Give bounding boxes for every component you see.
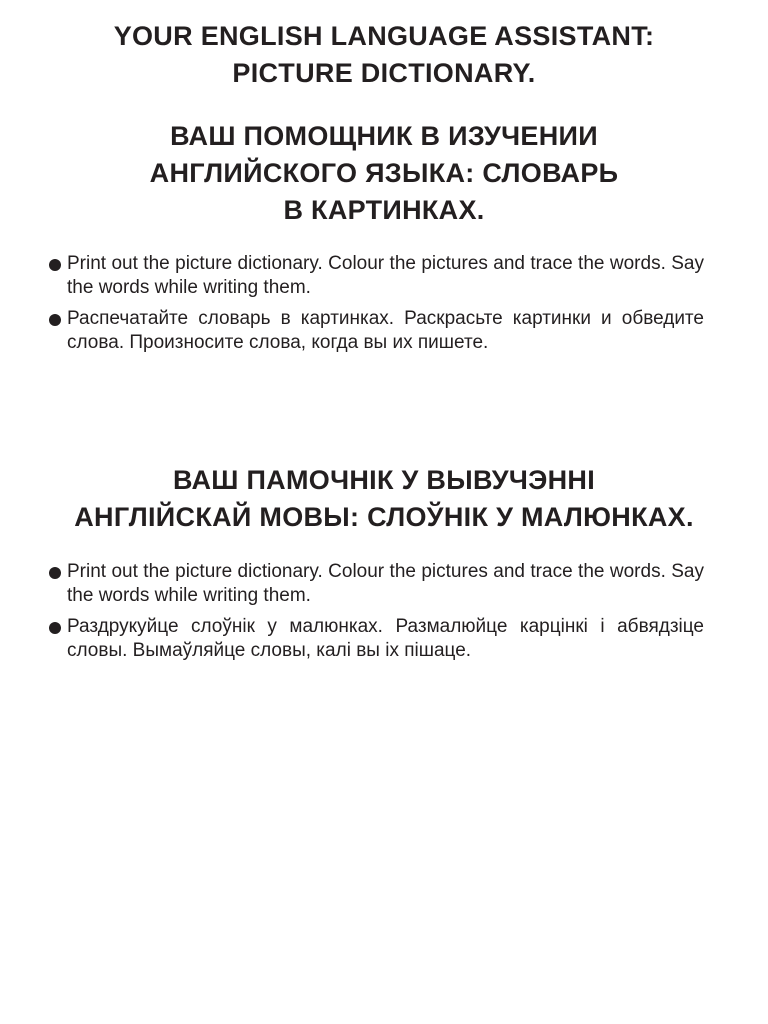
title-belarusian	[0, 462, 768, 536]
bullet-icon	[49, 314, 61, 326]
instructions-list-russian	[48, 252, 704, 362]
title-english-line-2: PICTURE DICTIONARY.	[232, 58, 536, 88]
title-belarusian-line-1: ВАШ ПАМОЧНІК У ВЫВУЧЭННІ	[172, 465, 595, 495]
list-item	[48, 560, 704, 608]
instruction-text-english: Print out the picture dictionary. Colour the pictures and trace the words. Say the words while writing them.	[67, 253, 704, 298]
list-item	[48, 307, 704, 355]
title-english-line-1: YOUR ENGLISH LANGUAGE ASSISTANT:	[113, 21, 655, 51]
title-russian-line-1: ВАШ ПОМОЩНИК В ИЗУЧЕНИИ	[170, 121, 598, 151]
title-russian	[0, 118, 768, 229]
bullet-icon	[49, 622, 61, 634]
title-english	[0, 18, 768, 92]
title-belarusian-line-2: АНГЛІЙСКАЙ МОВЫ: СЛОЎНІК У МАЛЮНКАХ.	[74, 502, 694, 532]
bullet-icon	[49, 567, 61, 579]
instruction-text-belarusian: Раздрукуйце слоўнік у малюнках. Размалюйце карцінкі і абвядзіце словы. Вымаўляйце словы, калі вы іх пішаце.	[67, 616, 704, 661]
instructions-list-belarusian	[48, 560, 704, 670]
title-russian-line-3: В КАРТИНКАХ.	[283, 195, 485, 225]
instruction-text-russian: Распечатайте словарь в картинках. Раскрасьте картинки и обведите слова. Произносите слова, когда вы их пишете.	[67, 308, 704, 353]
instruction-text-english: Print out the picture dictionary. Colour the pictures and trace the words. Say the words while writing them.	[67, 561, 704, 606]
title-russian-line-2: АНГЛИЙСКОГО ЯЗЫКА: СЛОВАРЬ	[149, 158, 619, 188]
list-item	[48, 615, 704, 663]
list-item	[48, 252, 704, 300]
bullet-icon	[49, 259, 61, 271]
